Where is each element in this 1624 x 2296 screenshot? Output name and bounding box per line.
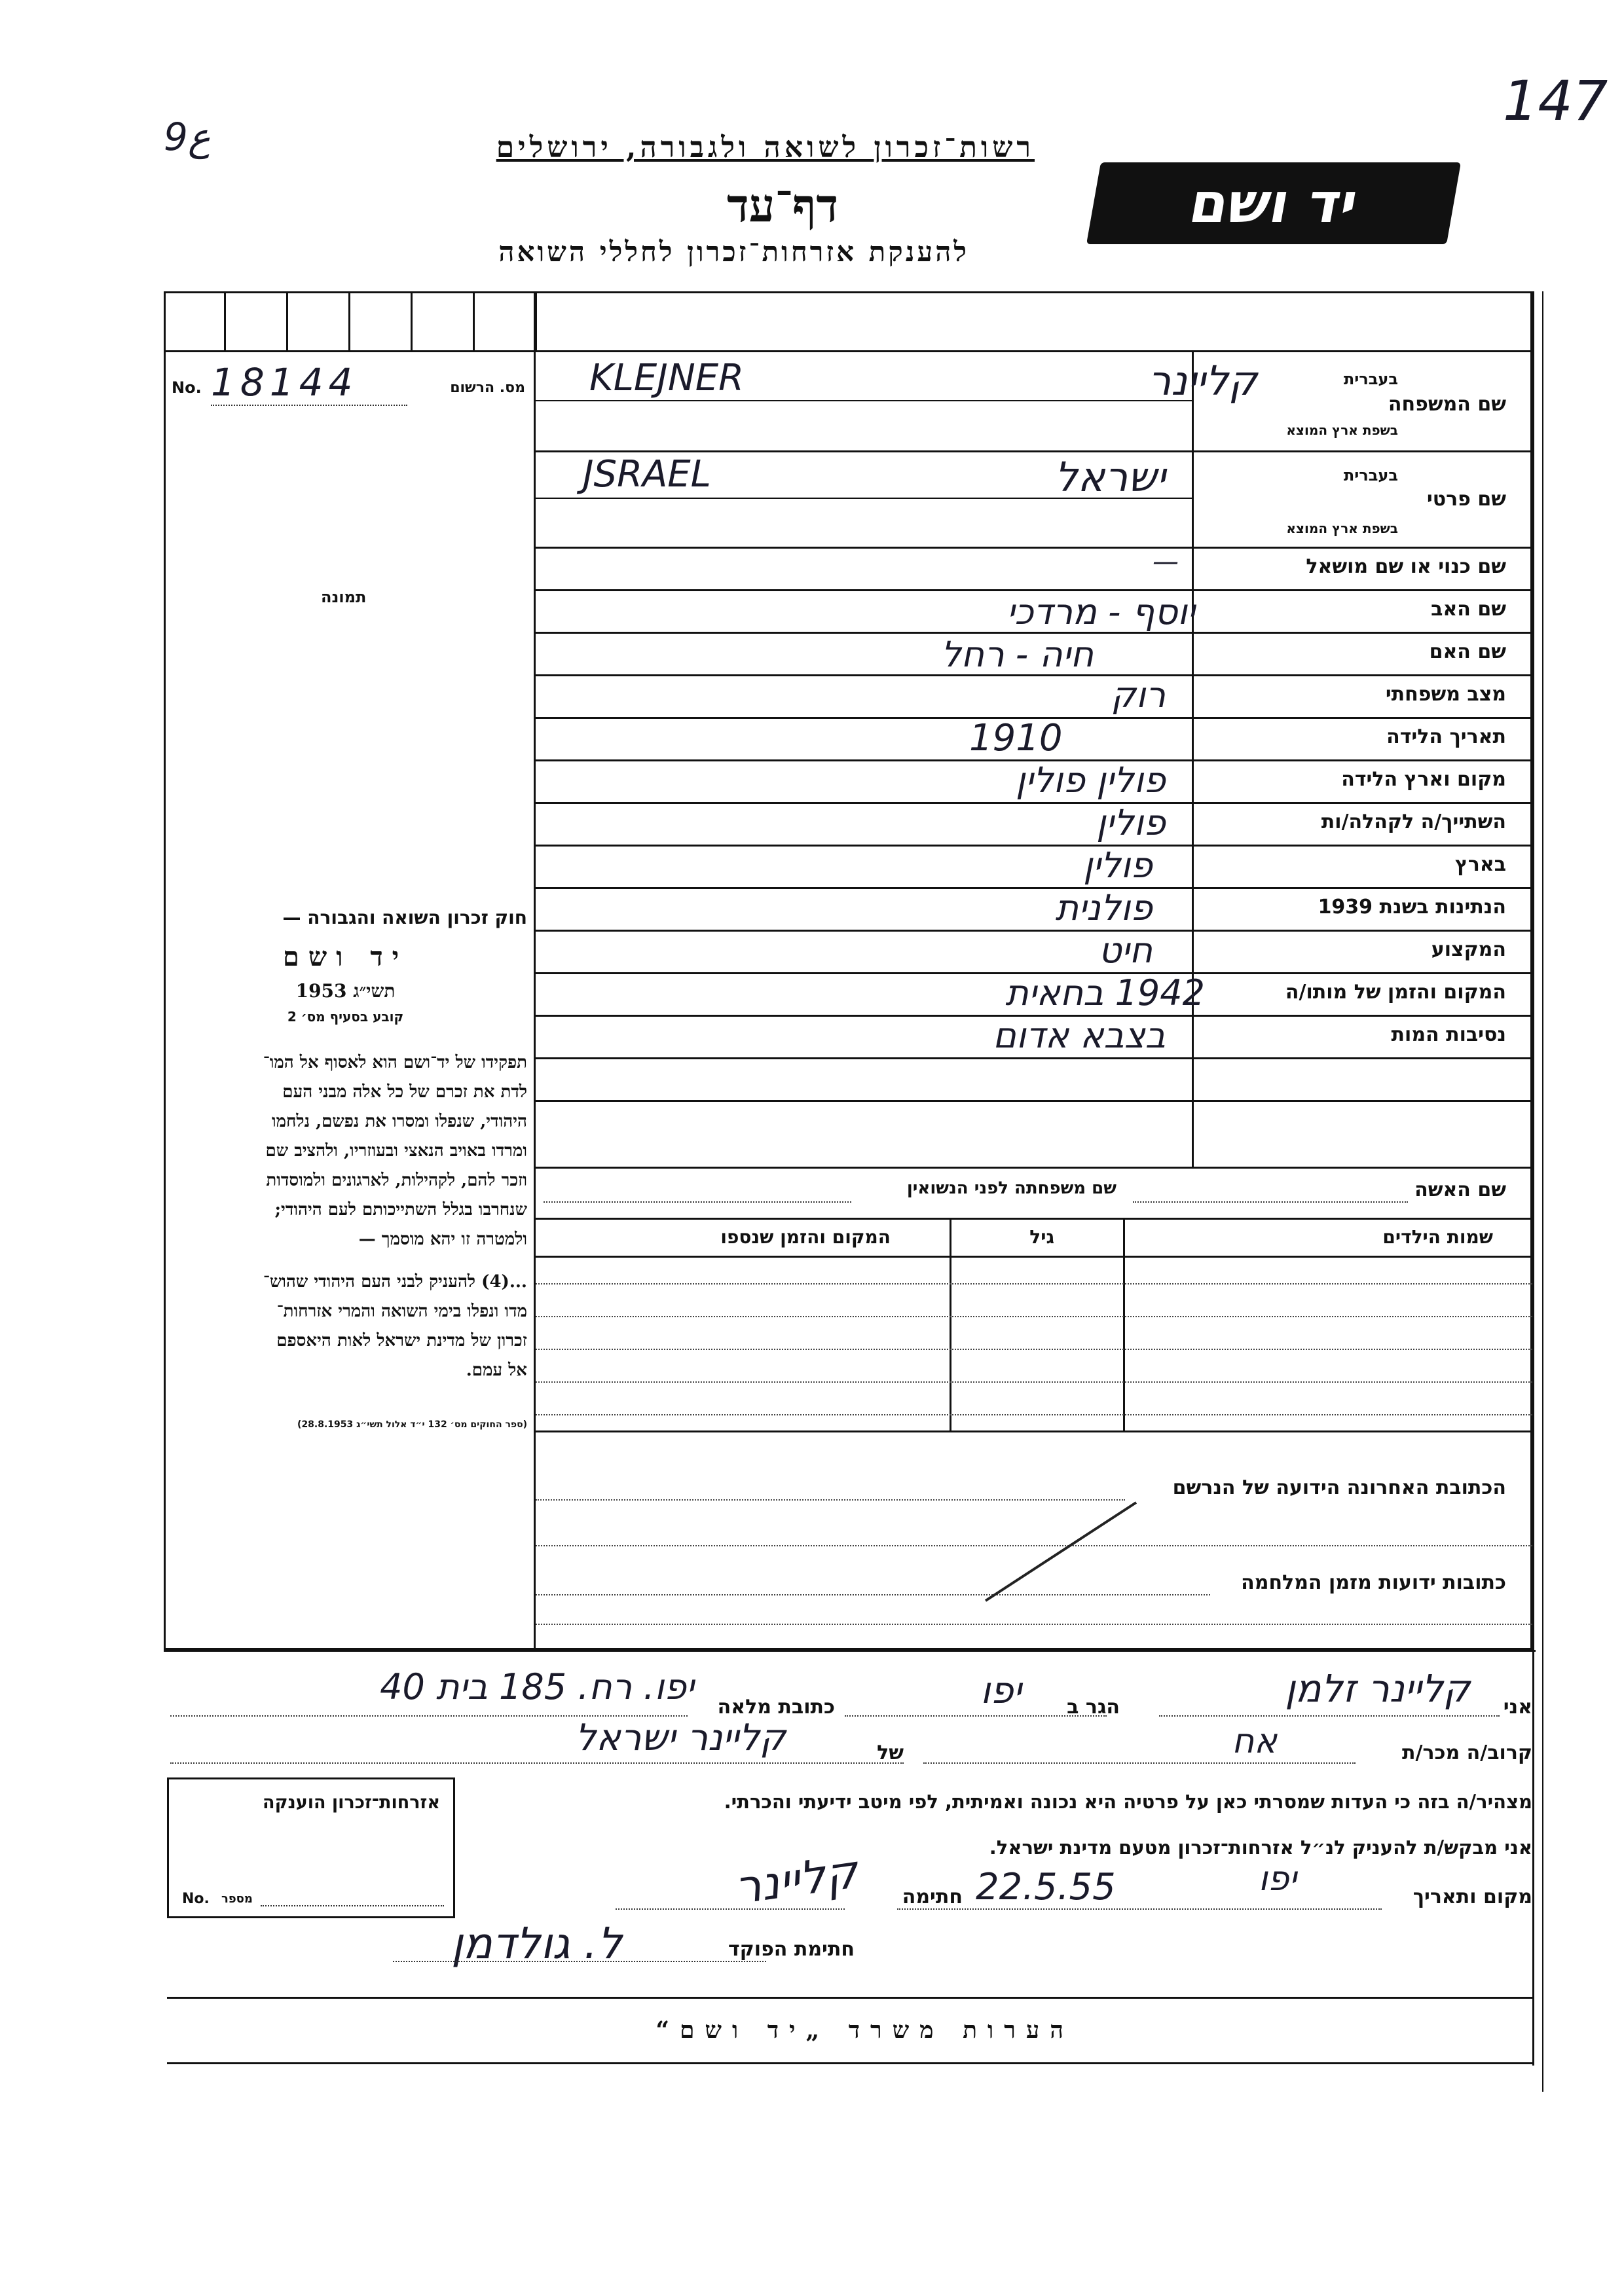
- law-line: שנחרבו בגלל השתייכותם לעם היהודי;: [274, 1200, 527, 1220]
- citizenship-1939-label: הנתינות בשנת 1939: [1318, 896, 1506, 919]
- citizenship-number-field: [261, 1905, 444, 1906]
- citizenship-granted-box: [167, 1777, 455, 1918]
- marital-status-value: רוק: [1111, 674, 1166, 716]
- yad-vashem-logo: [1086, 162, 1461, 244]
- family-name-label: שם המשפחה: [1388, 393, 1506, 416]
- children-place-header: המקום והזמן שנספו: [720, 1226, 891, 1248]
- law-line: ומרדו באויב הנאצי ובעוזריו, ולהציב שם: [265, 1141, 527, 1161]
- relation-value: אח: [1232, 1722, 1277, 1761]
- archive-mark-left: 9ع: [164, 115, 211, 159]
- law-line: היהודי, שנפלו ומסרו את נפשם, נלחמו: [271, 1112, 527, 1131]
- given-name-origin-sublabel: בשפת ארץ המוצא: [1286, 520, 1398, 536]
- place-value: יפו: [1258, 1859, 1297, 1899]
- law-source: (ספר החוקים מס׳ 132 י״ד אלול תשי״ג 28.8.1953): [297, 1419, 527, 1430]
- alias-label: שם כנוי או שם מושאל: [1306, 555, 1506, 578]
- office-notes-label: הערות משרד „יד ושם“: [655, 2016, 1074, 2044]
- birth-date-value: 1910: [969, 717, 1063, 759]
- law-line: זכרון של מדינת ישראל לאות היאספם: [276, 1331, 527, 1351]
- resides-city-value: יפו: [980, 1669, 1022, 1712]
- death-place-time-label: המקום והזמן של מותו/ה: [1285, 981, 1506, 1004]
- declarant-signature: קליינר: [731, 1844, 861, 1915]
- profession-label: המקצוע: [1431, 938, 1506, 961]
- resides-label: הגר ב: [1067, 1696, 1120, 1719]
- archive-mark-right: 147: [1503, 69, 1608, 133]
- law-line: תפקידו של יד־ושם הוא לאסוף אל המו־: [263, 1053, 527, 1072]
- request-text: אני מבקש/ת להעניק לנ״ל אזרחות־זכרון מטעם מדינת ישראל.: [989, 1836, 1532, 1859]
- relative-label: קרוב/ה מכר/ת: [1402, 1741, 1532, 1764]
- relation-field: [923, 1762, 1356, 1764]
- family-name-latin: KLEJNER: [589, 357, 745, 399]
- given-name-hebrew: ישראל: [1054, 453, 1166, 501]
- law-sidebar: [164, 907, 527, 1430]
- birth-place-label: מקום וארץ הלידה: [1341, 768, 1506, 791]
- citizenship-number-label: מספר: [221, 1892, 253, 1906]
- declarant-i-label: אני: [1503, 1696, 1532, 1719]
- full-address-label: כתובת מלאה: [717, 1696, 835, 1719]
- marital-status-label: מצב משפחתי: [1385, 683, 1506, 706]
- mother-name-label: שם האם: [1429, 640, 1506, 663]
- place-date-label: מקום ותאריך: [1412, 1886, 1532, 1908]
- law-clause: קובע בסעיף מס׳ 2: [287, 1009, 404, 1025]
- law-line: לדת את זכרם של כל אלה מבני העם: [282, 1082, 527, 1102]
- given-name-hebrew-sublabel: בעברית: [1343, 466, 1398, 484]
- given-name-latin: JSRAEL: [583, 453, 711, 496]
- registration-number: [172, 360, 525, 405]
- date-value: 22.5.55: [976, 1866, 1116, 1908]
- no-label: No.: [172, 378, 202, 397]
- law-line: ...(4) להעניק לבני העם היהודי שהוש־: [263, 1272, 527, 1292]
- country-label: בארץ: [1454, 853, 1506, 876]
- signature-label: חתימה: [902, 1886, 963, 1908]
- citizenship-1939-value: פולנית: [1055, 887, 1153, 928]
- maiden-name-label: שם משפחתה לפני הנשואין: [906, 1178, 1116, 1198]
- law-paragraph-2: [164, 1267, 527, 1385]
- alias-value: —: [1153, 547, 1179, 577]
- citizenship-no-label: No.: [182, 1891, 210, 1907]
- maiden-name-field: [544, 1201, 851, 1203]
- last-known-address-label: הכתובת האחרונה הידועה של הנרשם: [1172, 1476, 1506, 1499]
- citizenship-granted-title: אזרחות־זכרון הוענקה: [263, 1793, 440, 1813]
- registration-number-label: מס. הרשום: [450, 380, 525, 396]
- of-field: [170, 1762, 904, 1764]
- wife-field: [1133, 1201, 1408, 1203]
- full-address-value: יפו. רח. 185 בית 40: [380, 1666, 694, 1707]
- declarant-name-field: [1159, 1715, 1500, 1717]
- officer-signature-field: [393, 1961, 766, 1962]
- officer-signature: ל. גולדמן: [451, 1918, 622, 1969]
- family-name-hebrew: קליינר: [1148, 357, 1257, 405]
- death-circumstances-value: בצבא אדום: [993, 1015, 1166, 1056]
- law-title: חוק זכרון השואה והגבורה —: [282, 907, 527, 928]
- place-date-field: [897, 1908, 1382, 1910]
- form-title: דף־עד: [726, 178, 838, 232]
- children-names-header: שמות הילדים: [1382, 1226, 1493, 1248]
- law-line: מדו ונפלו בימי השואה והמרי אזרחות־: [276, 1302, 527, 1321]
- of-label: של: [877, 1741, 904, 1764]
- wartime-address-label: כתובות ידועות מזמן המלחמה: [1241, 1571, 1506, 1594]
- form-subtitle: להענקת אזרחות־זכרון לחללי השואה: [498, 236, 969, 268]
- family-name-origin-sublabel: בשפת ארץ המוצא: [1286, 422, 1398, 438]
- resides-field: [845, 1715, 1107, 1717]
- law-line: וזכר להם, לקהילות, לארגונים ולמוסדות: [266, 1171, 527, 1190]
- father-name-label: שם האב: [1431, 598, 1506, 621]
- declaration-text: מצהיר/ה בזה כי העדות שמסרתי כאן על פרטיה היא נכונה ואמיתית, לפי מיטב ידיעתי והכרתי.: [724, 1791, 1532, 1813]
- given-name-label: שם פרטי: [1426, 488, 1506, 511]
- children-age-header: גיל: [1029, 1226, 1054, 1248]
- photo-label: תמונה: [321, 588, 367, 606]
- officer-signature-label: חתימת הפוקד: [728, 1938, 855, 1961]
- law-paragraph-1: [164, 1048, 527, 1254]
- profession-value: חיט: [1098, 930, 1153, 971]
- signature-field: [616, 1908, 845, 1910]
- authority-line: רשות־זכרון לשואה ולגבורה, ירושלים: [496, 131, 1035, 164]
- registration-number-value: 18144: [211, 360, 407, 406]
- death-place-time-value: 1942 בחאית: [1005, 972, 1205, 1013]
- country-value: פולין: [1083, 845, 1153, 886]
- family-name-hebrew-sublabel: בעברית: [1343, 370, 1398, 388]
- father-name-value: יוסף - מרדכי: [1006, 591, 1195, 632]
- law-line: אל עמם.: [466, 1360, 527, 1380]
- of-value: קליינר ישראל: [575, 1717, 786, 1759]
- declarant-name-value: קליינר זלמן: [1285, 1666, 1470, 1711]
- logo-text: יד ושם: [1185, 171, 1363, 235]
- community-label: השתייך/ה לקהלה/ות: [1321, 811, 1506, 833]
- mother-name-value: חיה - רחל: [941, 634, 1094, 675]
- community-value: פולין: [1096, 802, 1166, 843]
- death-circumstances-label: נסיבות המות: [1391, 1023, 1506, 1046]
- law-name: יד ושם: [282, 941, 409, 972]
- code-cells: [164, 291, 537, 350]
- birth-date-label: תאריך הלידה: [1386, 725, 1506, 748]
- law-line: ולמטרה זו יהא מוסמך —: [358, 1230, 527, 1249]
- law-year: תשי״ג 1953: [295, 980, 396, 1002]
- address-strike-line: [982, 1499, 1139, 1604]
- wife-label: שם האשה: [1414, 1178, 1506, 1201]
- birth-place-value: פולין פולין: [1016, 759, 1166, 801]
